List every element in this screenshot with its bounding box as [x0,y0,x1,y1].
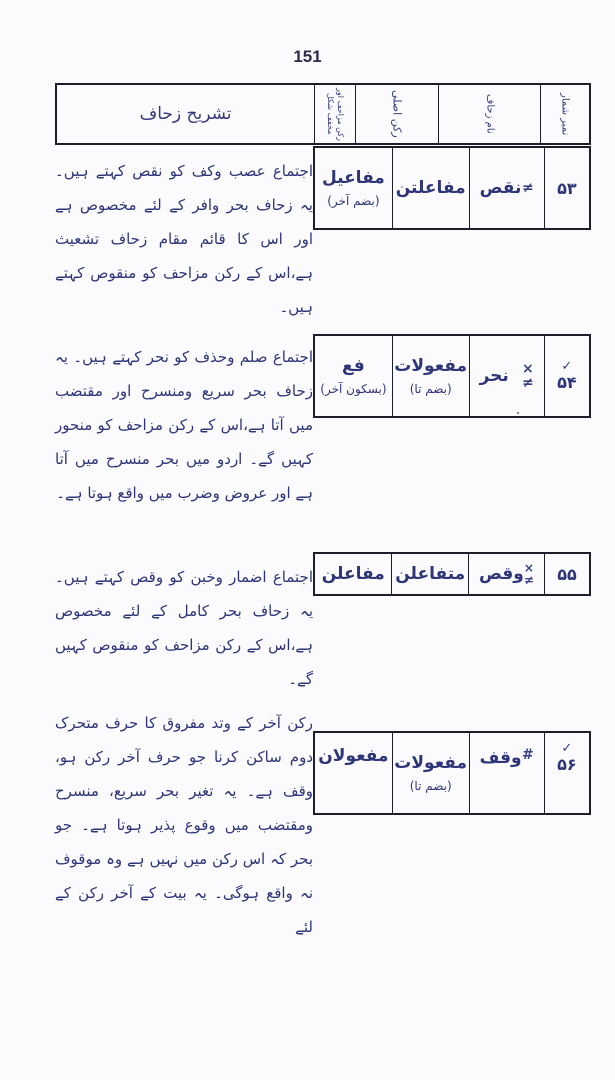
entry-number: ۵۶ [557,755,577,774]
zihaf-symbol: # [521,747,534,763]
result-cell [315,148,392,228]
header-serial: نمبر شمار [540,85,589,143]
original-note: (بضم تا) [409,779,452,793]
page-number: 151 [293,47,322,66]
check-mark-icon: ✓ [561,358,573,374]
entry-table-55 [313,552,591,596]
description-56: رکن آخر کے وتد مفروق کا حرف متحرک دوم ساکن کرنا جو حرف آخر رکن ہو، وقف ہے۔ یہ تغیر بحر سریع، منسرح ومقتضب میں وقوع پذیر ہوتا ہے۔ جو بحر کہ اس رکن میں نہیں ہے وہ موقوف نہ واقع ہوگی۔ یہ بیت کے آخر رکن کے لئے [55,714,313,936]
result-word: مفعولان [318,746,389,766]
zihaf-cell [469,148,544,228]
header-tashreeh: تشریح زحاف [139,104,232,124]
number-cell [544,336,589,416]
zihaf-name: وقف [479,748,522,768]
description-53: اجتماع عصب وکف کو نقص کہتے ہیں۔ یہ زحاف بحر وافر کے لئے مخصوص ہے اور اس کا قائم مقام زحاف تشعیث ہے،اس کے رکن مزاحف کو منقوص کہتے ہیں۔ [55,162,313,316]
result-cell [315,336,392,416]
zihaf-cell [469,733,544,813]
description-55: اجتماع اضمار وخبن کو وقص کہتے ہیں۔ یہ زحاف بحر کامل کے لئے مخصوص ہے،اس کے رکن مزاحف کو منقوص کہیں گے۔ [55,568,313,688]
header-mazahif-rukn: رکن مزاحف اور مخفف شکل [314,85,355,143]
zihaf-cell [469,336,544,416]
entry-table-56 [313,731,591,815]
original-word: مفعولات [394,356,468,376]
check-mark-icon: ✓ [561,741,573,756]
original-word: متفاعلن [395,564,466,584]
zihaf-name: نحر [479,366,509,386]
number-cell [544,554,589,594]
entry-table-53 [313,146,591,230]
header-zihaf-name: نام زحاف [438,85,540,143]
result-word: فع [342,356,365,376]
entry-number: ۵۳ [557,178,577,198]
original-word: مفاعلتن [395,178,466,198]
original-cell [392,336,469,416]
original-cell [392,148,469,228]
result-word: مفاعیل [321,168,385,188]
result-note: (بسکون آخر) [320,382,387,396]
header-asli-rukn: رکن اصلی [355,85,438,143]
description-54: اجتماع صلم وحذف کو نحر کہتے ہیں۔ یہ زحاف بحر سریع ومنسرح اور مقتضب میں آتا ہے،اس کے رکن مزاحف کو منحور کہیں گے۔ اردو میں بحر منسرح میں آتا ہے اور عروض وضرب میں واقع ہوتا ہے۔ [55,348,313,502]
zihaf-symbol: × ≠ [523,561,534,587]
entry-number: ۵۵ [557,564,577,584]
zihaf-symbol: ≠ [521,180,534,196]
number-cell [544,733,589,813]
entry-table-54 [313,334,591,418]
original-note: (بضم تا) [409,382,452,396]
zihaf-symbol: × ≠ [521,361,534,391]
table-header [55,83,591,145]
original-cell [391,554,467,594]
result-note: (بضم آخر) [327,194,380,208]
result-word: مفاعلن [321,564,385,584]
result-cell [315,554,391,594]
entry-number: ۵۴ [557,372,577,392]
original-word: مفعولات [394,753,468,773]
number-cell [544,148,589,228]
stray-dot [517,412,519,414]
zihaf-cell [468,554,544,594]
zihaf-name: نقص [479,178,522,198]
zihaf-name: وقص [478,564,524,584]
original-cell [392,733,469,813]
result-cell [315,733,392,813]
